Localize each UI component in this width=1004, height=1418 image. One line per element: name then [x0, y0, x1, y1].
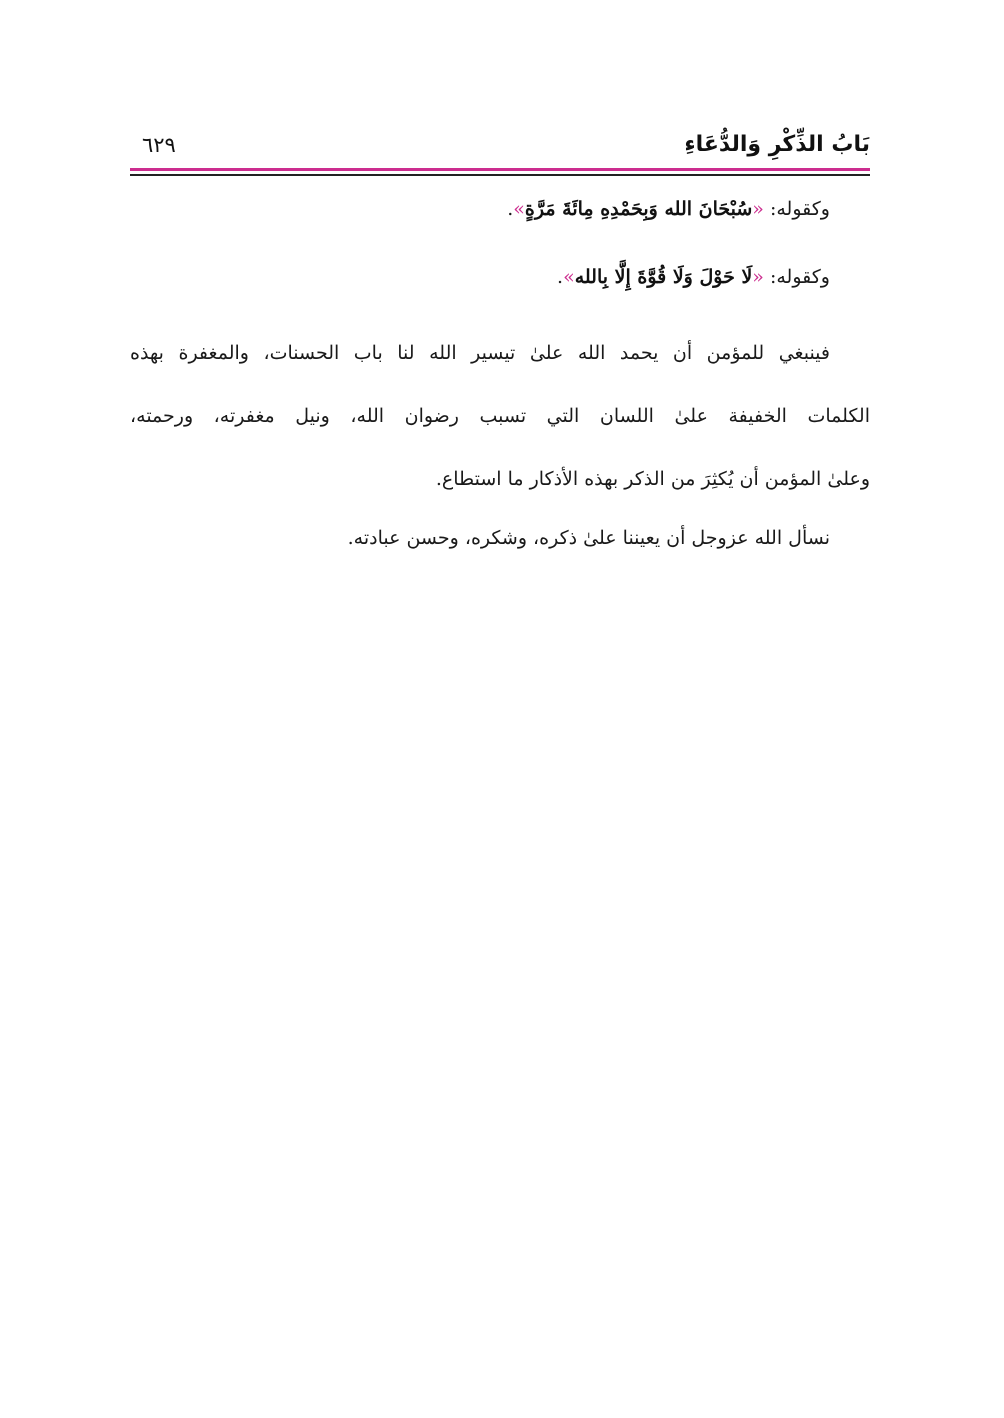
page-body [130, 186, 870, 561]
quote-close-mark: » [513, 198, 525, 220]
running-header [130, 128, 870, 164]
hadith-text: لَا حَوْلَ وَلَا قُوَّةَ إِلَّا بِالله [574, 266, 753, 288]
page-number: ٦٢٩ [142, 133, 176, 157]
paragraph-line: فينبغي للمؤمن أن يحمد الله علىٰ تيسير الله لنا باب الحسنات، والمغفرة بهذه [130, 342, 830, 364]
quote-open-mark: « [752, 266, 764, 288]
paragraph-line: وعلىٰ المؤمن أن يُكثِرَ من الذكر بهذه الأذكار ما استطاع. [435, 468, 870, 490]
chapter-title: بَابُ الذِّكْرِ وَالدُّعَاءِ [684, 132, 870, 157]
header-rule-accent [130, 168, 870, 171]
quote-open-mark: « [752, 198, 764, 220]
closing-supplication: نسأل الله عزوجل أن يعيننا علىٰ ذكره، وشكره، وحسن عبادته. [347, 527, 830, 549]
quote-prefix: وكقوله: [763, 266, 830, 288]
quote-close-mark: » [563, 266, 575, 288]
quote-prefix: وكقوله: [763, 198, 830, 220]
quote-line [130, 254, 870, 300]
header-rule [130, 174, 870, 176]
body-paragraph [130, 322, 870, 511]
hadith-text: سُبْحَانَ الله وَبِحَمْدِهِ مِائَةَ مَرَّةٍ [524, 198, 753, 220]
quote-suffix: . [507, 198, 514, 220]
quote-suffix: . [557, 266, 564, 288]
paragraph-line: الكلمات الخفيفة علىٰ اللسان التي تسبب رضوان الله، ونيل مغفرته، ورحمته، [130, 405, 870, 427]
quote-line [130, 186, 870, 232]
